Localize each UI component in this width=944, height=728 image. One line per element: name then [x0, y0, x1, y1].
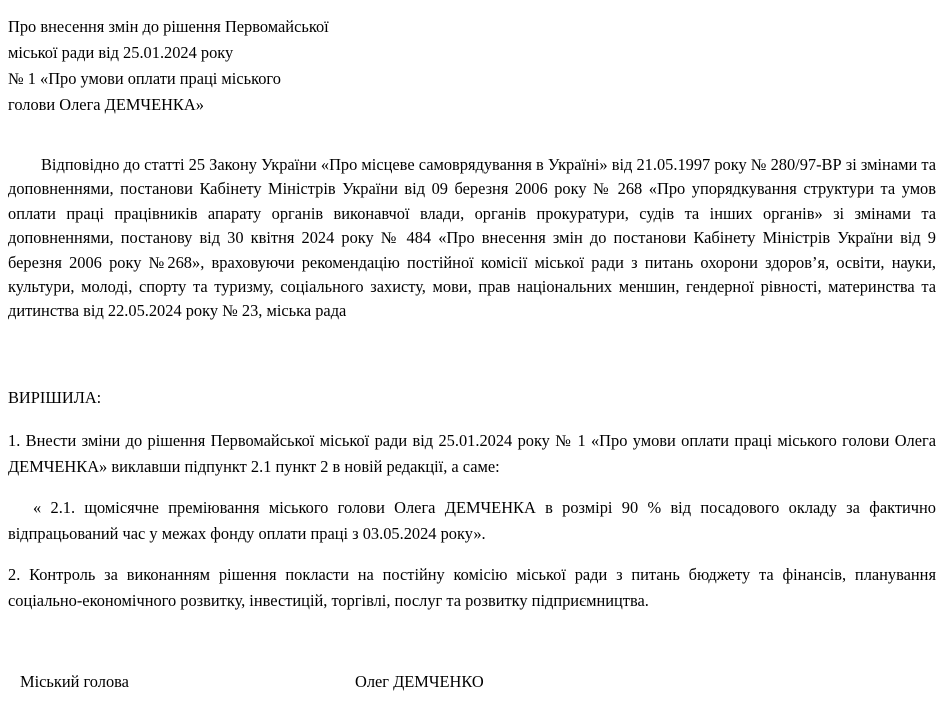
title-line: міської ради від 25.01.2024 року [8, 43, 234, 62]
decision-heading: ВИРІШИЛА: [8, 388, 102, 407]
decision-item-2: 2. Контроль за виконанням рішення покласти на постійну комісію міської ради з питань бюджету та фінансів, планування соціально-економічного розвитку, інвестицій, торгівлі, послуг та розвитку підприємництва. [8, 565, 936, 610]
document-title [8, 14, 428, 118]
title-line: Про внесення змін до рішення Первомайської [8, 17, 329, 36]
preamble-paragraph: Відповідно до статті 25 Закону України «Про місцеве самоврядування в Україні» від 21.05.1997 року № 280/97-ВР зі змінами та доповненнями, постанови Кабінету Міністрів України від 09 березня 2006 року № 268 «Про упорядкування структури та умов оплати праці працівників апарату органів виконавчої влади, органів прокуратури, судів та інших органів» зі змінами та доповненнями, постанову від 30 квітня 2024 року № 484 «Про внесення змін до постанови Кабінету Міністрів України від 9 березня 2006 року №268», враховуючи рекомендацію постійної комісії міської ради з питань охорони здоров’я, освіти, науки, культури, молоді, спорту та туризму, соціального захисту, мови, прав національних меншин, гендерної рівності, материнства та дитинства від 22.05.2024 року № 23, міська рада [8, 155, 936, 321]
decision-item-1-quote: « 2.1. щомісячне преміювання міського голови Олега ДЕМЧЕНКА в розмірі 90 % від посадового окладу за фактично відпрацьований час у межах фонду оплати праці з 03.05.2024 року». [8, 498, 936, 543]
signature-name: Олег ДЕМЧЕНКО [355, 672, 484, 691]
decision-item-1: 1. Внести зміни до рішення Первомайської міської ради від 25.01.2024 року № 1 «Про умови оплати праці міського голови Олега ДЕМЧЕНКА» виклавши підпункт 2.1 пункт 2 в новій редакції, а саме: [8, 431, 936, 476]
title-line: № 1 «Про умови оплати праці міського [8, 69, 281, 88]
title-line: голови Олега ДЕМЧЕНКА» [8, 95, 204, 114]
signature-position: Міський голова [20, 672, 129, 691]
